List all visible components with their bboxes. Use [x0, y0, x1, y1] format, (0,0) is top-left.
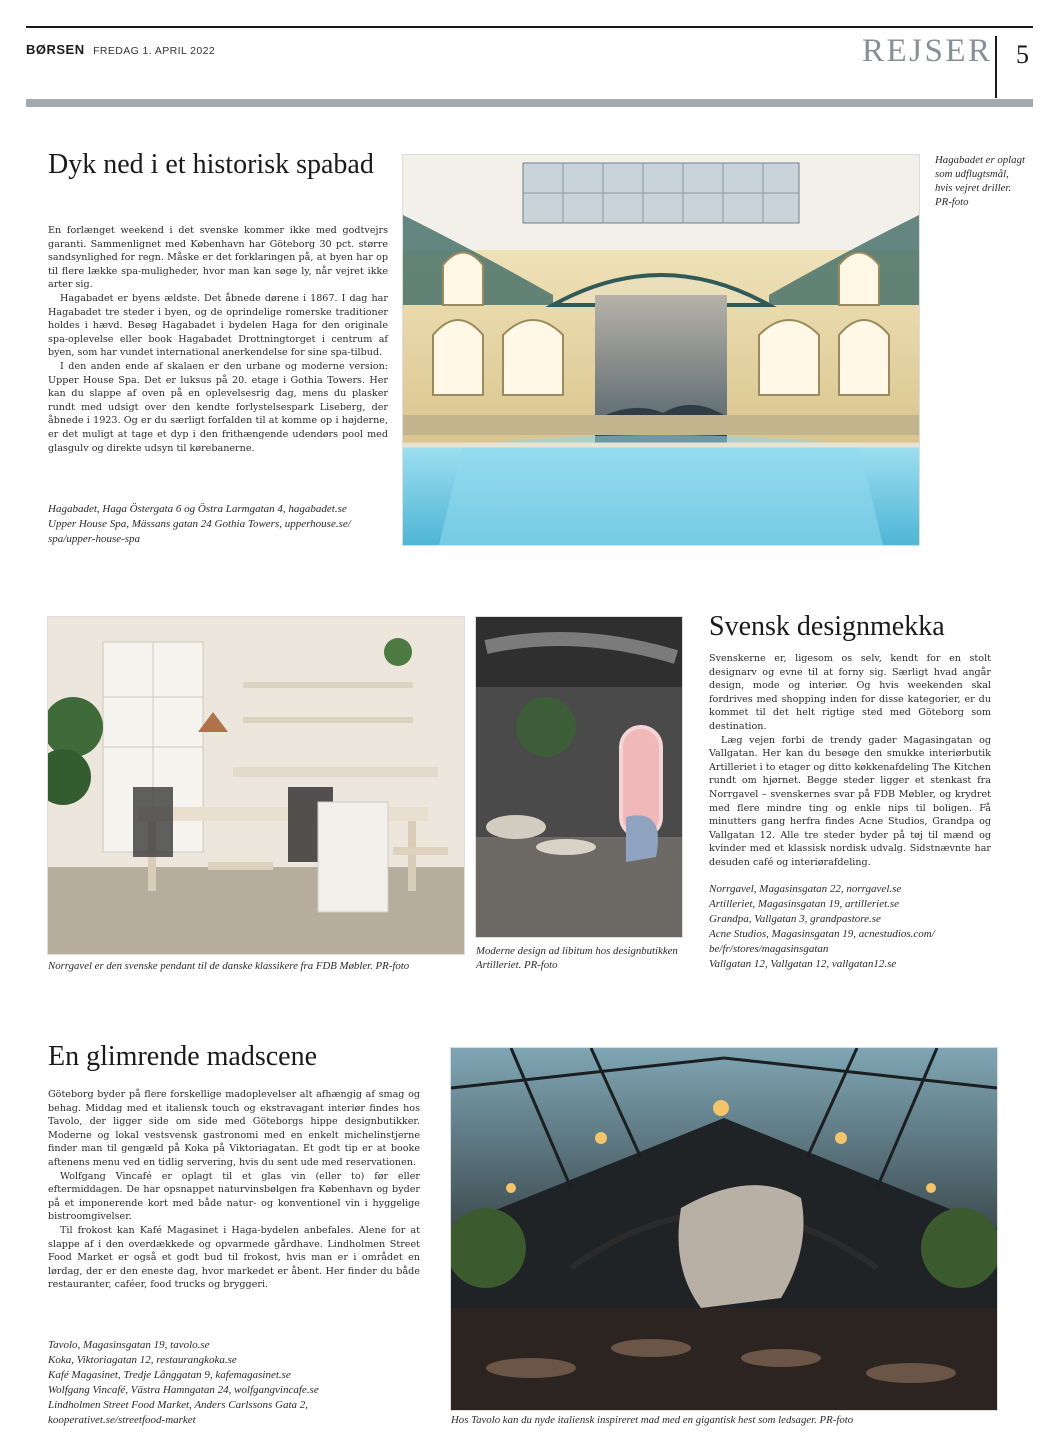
article2-addresses — [709, 882, 999, 972]
article2-paragraph: Svenskerne er, ligesom os selv, kendt for en stolt designarv og evne til at forny sig. Særligt hvad angår design, mode og interiør. Og hvis weekenden skal fordrives med shopping inden for disse kategorier, er du kommet til det helt rigtige sted med Göteborg som destination. — [709, 653, 991, 732]
norrgavel-photo — [48, 617, 464, 954]
address-line: Lindholmen Street Food Market, Anders Carlssons Gata 2, — [48, 1399, 309, 1411]
spa-photo — [403, 155, 919, 545]
article2-headline: Svensk designmekka — [709, 611, 945, 642]
section-divider — [995, 36, 997, 98]
address-line: Vallgatan 12, Vallgatan 12, vallgatan12.se — [709, 958, 897, 970]
article3-addresses — [48, 1338, 428, 1428]
article2-body — [709, 652, 991, 870]
artilleriet-photo-caption: Moderne design ad libitum hos designbutikken Artilleriet. PR-foto — [476, 945, 678, 971]
address-line: Grandpa, Vallgatan 3, grandpastore.se — [709, 913, 881, 925]
article1-paragraph: En forlænget weekend i det svenske kommer ikke med godtvejrs garanti. Sammenlignet med København har Göteborg 30 pct. større sandsynlighed for regn. Måske er det forklaringen på, at byen har op til flere lække spa-muligheder, hvor man kan søge ly, når vejret ikke arter sig. — [48, 225, 388, 291]
article3-paragraph: Wolfgang Vincafé er oplagt til et glas vin (eller to) før eller eftermiddagen. De har opsnappet naturvinsbølgen fra København og byder på et imponerende kort med både natur- og konventionel vin i hyggelige bistroomgivelser. — [48, 1170, 420, 1223]
tavolo-photo — [451, 1048, 997, 1410]
article1-addresses — [48, 502, 393, 547]
address-line: Hagabadet, Haga Östergata 6 og Östra Larmgatan 4, hagabadet.se — [48, 503, 347, 515]
article3-body — [48, 1088, 420, 1292]
address-line: Upper House Spa, Mässans gatan 24 Gothia Towers, upperhouse.se/ — [48, 518, 351, 530]
article3-paragraph: Til frokost kan Kafé Magasinet i Haga-bydelen anbefales. Alene for at slappe af i den overdækkede og opvarmede gårdhave. Lindholmen Street Food Market er også et godt bud til frokost, hvis man er i området en lørdag, der er den eneste dag, hvor markedet er åbent. Her finder du både restauranter, caféer, food trucks og bryggeri. — [48, 1224, 420, 1291]
article1-paragraph: Hagabadet er byens ældste. Det åbnede dørene i 1867. I dag har Hagabadet tre steder i byen, og de oprindelige romerske traditioner holdes i hævd. Besøg Hagabadet i bydelen Haga for den originale spa-oplevelse eller book Hagabadet Drottningtorget i centrum af byen, som har vundet international anerkendelse for sine spa-tilbud. — [48, 292, 388, 359]
spa-photo-caption: Hagabadet er oplagt som udflugtsmål, hvis vejret driller. PR-foto — [935, 154, 1025, 208]
address-line: kooperativet.se/streetfood-market — [48, 1414, 196, 1426]
section-title: REJSER — [862, 33, 993, 69]
article1-body — [48, 224, 388, 455]
artilleriet-photo — [476, 617, 682, 937]
article3-paragraph: Göteborg byder på flere forskellige madoplevelser alt afhængig af smag og behag. Middag med et italiensk touch og ekstravagant interiør findes hos Tavolo, der ligger side om side med Göteborgs hippe designbutikker. Moderne og lokal vestsvensk gastronomi med en enkelt michelinstjerne finder man til gengæld på Koka på Viktoriagatan. Et godt tip er at booke aftenens menu ved en tidlig servering, hvis du sent ude med reservationen. — [48, 1089, 420, 1168]
page-number: 5 — [1016, 40, 1029, 69]
tavolo-photo-caption: Hos Tavolo kan du nyde italiensk inspireret mad med en gigantisk hest som ledsager. PR-foto — [451, 1414, 854, 1426]
address-line: Norrgavel, Magasinsgatan 22, norrgavel.se — [709, 883, 902, 895]
article1-paragraph: I den anden ende af skalaen er den urbane og moderne version: Upper House Spa. Det er luksus på 20. etage i Gothia Towers. Her kan du slappe af oven på en oplevelsesrig dag, mens du plasker rundt med udsigt over den kendte forlystelsespark Liseberg, der åbnede i 1923. Og er du særligt forfalden til at komme op i højderne, er det muligt at tage et dyp i den frithængende udendørs pool med glasgulv og direkte udsyn til kørebanerne. — [48, 360, 388, 454]
article1-headline: Dyk ned i et historisk spabad — [48, 149, 374, 180]
newspaper-name: BØRSEN — [26, 42, 85, 57]
address-line: spa/upper-house-spa — [48, 533, 141, 545]
top-rule — [26, 26, 1033, 28]
address-line: Koka, Viktoriagatan 12, restaurangkoka.se — [48, 1354, 237, 1366]
header-band — [26, 99, 1033, 107]
address-line: Kafé Magasinet, Tredje Långgatan 9, kafemagasinet.se — [48, 1369, 291, 1381]
address-line: Tavolo, Magasinsgatan 19, tavolo.se — [48, 1339, 210, 1351]
article3-headline: En glimrende madscene — [48, 1041, 318, 1072]
article2-paragraph: Læg vejen forbi de trendy gader Magasingatan og Vallgatan. Her kan du besøge den smukke interiørbutik Artilleriet i to etager og ditto køkkenafdeling The Kitchen rundt om hjørnet. Begge steder ligger et stenkast fra Norrgavel – svenskernes svar på FDB Møbler, og krydret med flere mindre ting og enkle nips til boligen. Få minutters gang herfra findes Acne Studios, Grandpa og Vallgatan 12. Alle tre steder byder på tøj til mænd og kvinder med et klassisk nordisk udvalg. Sidstnævnte har desuden café og interiørafdeling. — [709, 734, 991, 868]
address-line: Wolfgang Vincafé, Västra Hamngatan 24, wolfgangvincafe.se — [48, 1384, 319, 1396]
address-line: be/fr/stores/magasinsgatan — [709, 943, 829, 955]
issue-date: FREDAG 1. APRIL 2022 — [93, 45, 216, 57]
address-line: Artilleriet, Magasinsgatan 19, artilleriet.se — [709, 898, 900, 910]
address-line: Acne Studios, Magasinsgatan 19, acnestudios.com/ — [709, 928, 935, 940]
norrgavel-photo-caption: Norrgavel er den svenske pendant til de danske klassikere fra FDB Møbler. PR-foto — [48, 960, 410, 972]
masthead — [26, 41, 215, 59]
